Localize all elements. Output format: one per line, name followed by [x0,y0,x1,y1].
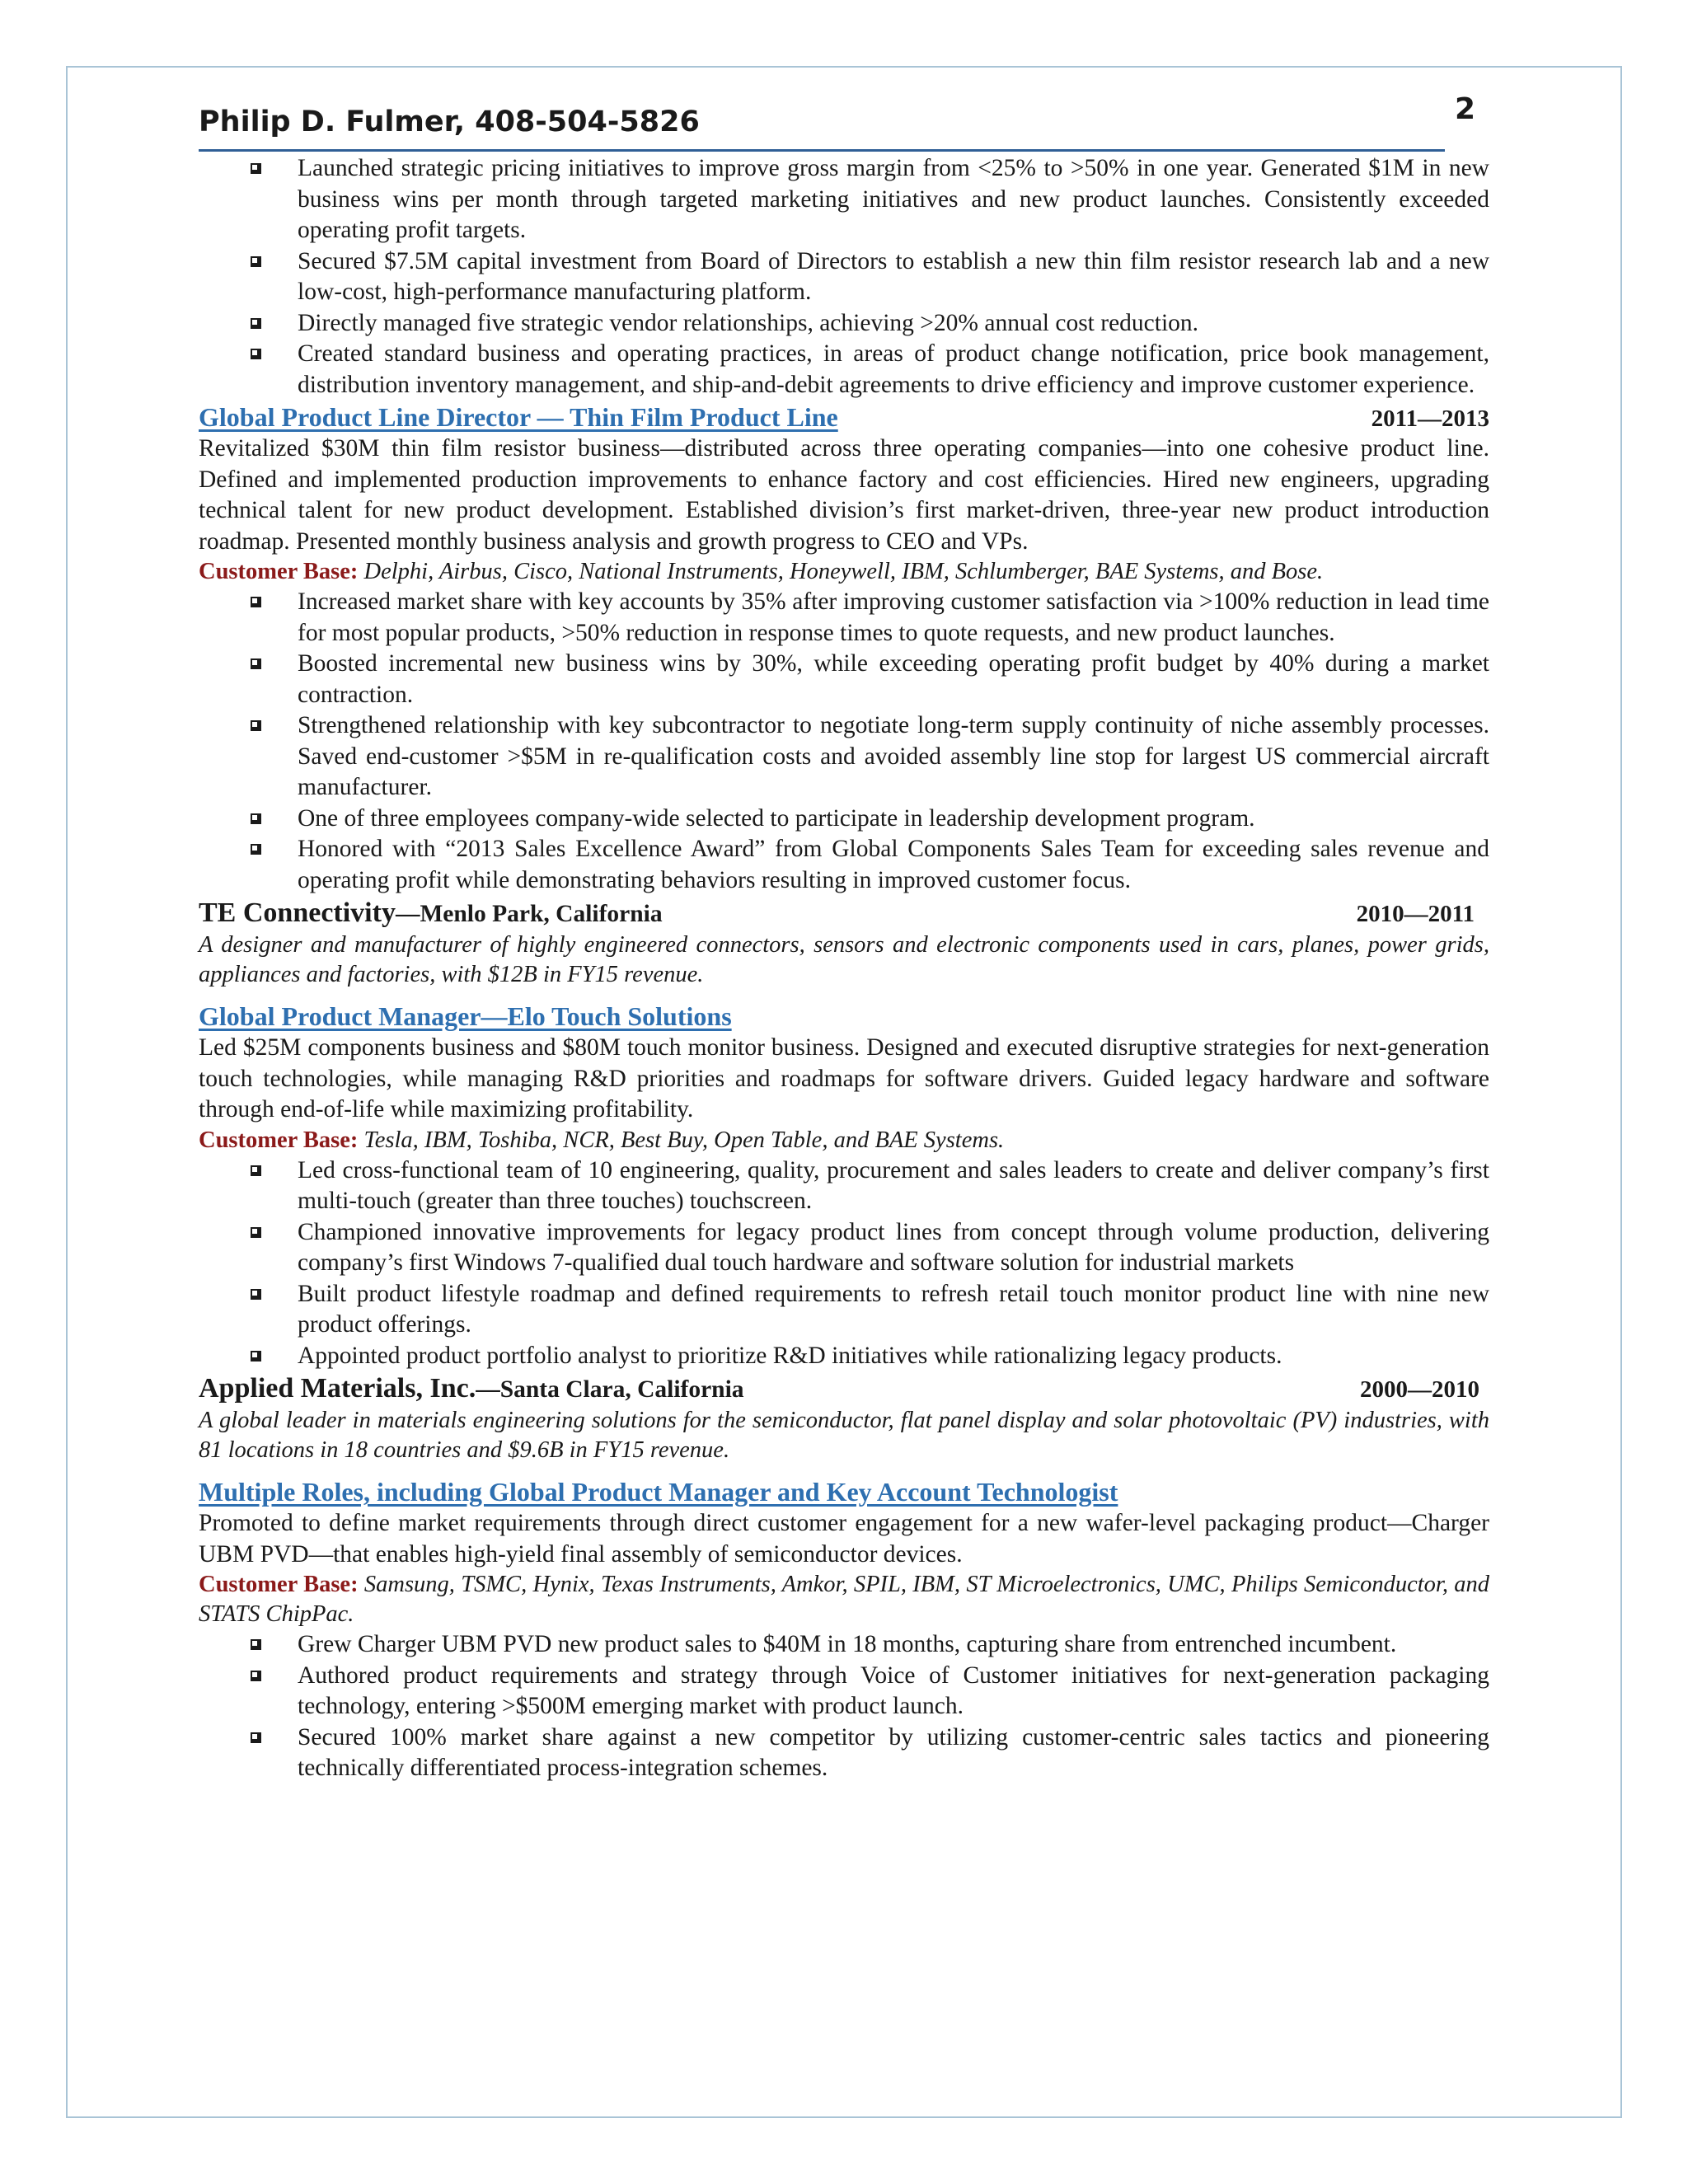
square-bullet-icon [251,1639,261,1650]
role-title: Multiple Roles, including Global Product Manager and Key Account Technologist [199,1477,1118,1507]
bullet-text: Boosted incremental new business wins by 30%, while exceeding operating profit budget by 40% during a market contraction. [298,650,1489,708]
list-item [199,1217,1489,1279]
company-location: —Santa Clara, California [476,1376,744,1403]
square-bullet-icon [251,1351,261,1361]
company-description: A global leader in materials engineering solutions for the semiconductor, flat panel display and solar photovoltaic (PV) industries, with 81 locations in 18 countries and $9.6B in FY15 revenue. [199,1408,1489,1463]
bullet-text: One of three employees company-wide selected to participate in leadership development program. [298,804,1255,832]
role-summary: Led $25M components business and $80M touch monitor business. Designed and executed disruptive strategies for next-generation touch technologies, while managing R&D priorities and roadmaps for software drivers. Guided legacy hardware and software through end-of-life while maximizing profitability. [199,1034,1489,1122]
bullet-text: Increased market share with key accounts by 35% after improving customer satisfaction via >100% reduction in lead time for most popular products, >50% reduction in response times to quote requests, and new product launches. [298,588,1489,646]
list-item [199,1155,1489,1217]
list-item [199,587,1489,649]
square-bullet-icon [251,256,261,267]
bullet-text: Grew Charger UBM PVD new product sales to $40M in 18 months, capturing share from entrenched incumbent. [298,1631,1397,1657]
bullet-text: Launched strategic pricing initiatives to improve gross margin from <25% to >50% in one year. Generated $1M in new business wins per month through targeted marketing initiatives and new product launches. Consistently exceeded operating profit targets. [298,155,1489,243]
role-title: Global Product Manager—Elo Touch Solutions [199,1001,732,1031]
square-bullet-icon [251,318,261,329]
role-dates: 2011—2013 [1371,405,1489,432]
role-header-thin-film [199,401,1489,434]
list-item [199,804,1489,835]
list-item [199,339,1489,401]
customer-base [199,1126,1489,1155]
list-item [199,1279,1489,1341]
company-header-te [199,896,1489,930]
square-bullet-icon [251,813,261,824]
bullet-text: Appointed product portfolio analyst to prioritize R&D initiatives while rationalizing legacy products. [298,1342,1282,1369]
square-bullet-icon [251,844,261,855]
bullet-text: Secured $7.5M capital investment from Board of Directors to establish a new thin film resistor research lab and a new low-cost, high-performance manufacturing platform. [298,247,1489,305]
company-heading [199,896,663,930]
bullet-text: Strengthened relationship with key subcontractor to negotiate long-term supply continuity of niche assembly processes. Saved end-customer >$5M in re-qualification costs and avoided assembly line stop for largest US commercial aircraft manufacturer. [298,712,1489,800]
customer-base-list: Tesla, IBM, Toshiba, NCR, Best Buy, Open Table, and BAE Systems. [363,1127,1005,1153]
company-name: Applied Materials, Inc. [199,1373,476,1404]
bullet-text: Secured 100% market share against a new competitor by utilizing customer-centric sales tactics and pioneering technically differentiated process-integration schemes. [298,1723,1489,1781]
company-heading [199,1371,744,1406]
list-item [199,153,1489,246]
square-bullet-icon [251,597,261,607]
square-bullet-icon [251,1165,261,1176]
role-title: Global Product Line Director — Thin Film Product Line [199,402,838,432]
list-item [199,1341,1489,1372]
list-item [199,1661,1489,1722]
bullet-text: Honored with “2013 Sales Excellence Award” from Global Components Sales Team for exceeding sales revenue and operating profit while demonstrating behaviors resulting in improved customer focus. [298,836,1489,893]
customer-base-list: Delphi, Airbus, Cisco, National Instruments, Honeywell, IBM, Schlumberger, BAE Systems, and Bose. [363,559,1324,584]
bullet-text: Directly managed five strategic vendor relationships, achieving >20% annual cost reduction. [298,309,1199,336]
customer-base-label: Customer Base: [199,559,359,584]
square-bullet-icon [251,1289,261,1300]
customer-base-list: Samsung, TSMC, Hynix, Texas Instruments, Amkor, SPIL, IBM, ST Microelectronics, UMC, Philips Semiconductor, and STATS ChipPac. [199,1572,1489,1627]
square-bullet-icon [251,658,261,669]
square-bullet-icon [251,1732,261,1743]
company-header-amat [199,1371,1489,1406]
square-bullet-icon [251,1227,261,1238]
list-item [199,710,1489,804]
list-item [199,246,1489,308]
square-bullet-icon [251,349,261,359]
bullet-text: Built product lifestyle roadmap and defined requirements to refresh retail touch monitor product line with nine new product offerings. [298,1280,1489,1338]
role-header-amat [199,1475,1489,1508]
role-summary: Promoted to define market requirements through direct customer engagement for a new wafer-level packaging product—Charger UBM PVD—that enables high-yield final assembly of semiconductor devices. [199,1510,1489,1568]
bullet-text: Created standard business and operating practices, in areas of product change notification, price book management, distribution inventory management, and ship-and-debit agreements to drive efficiency and improve customer experience. [298,340,1489,398]
role-header-elo [199,1000,1489,1033]
page-number: 2 [1455,92,1476,126]
list-item [199,649,1489,710]
thin-film-bullet-list [199,587,1489,896]
list-item [199,834,1489,896]
company-name: TE Connectivity [199,898,396,928]
resume-content [199,153,1489,1784]
elo-bullet-list [199,1155,1489,1372]
amat-bullet-list [199,1629,1489,1784]
intro-bullet-list [199,153,1489,401]
customer-base-label: Customer Base: [199,1572,359,1597]
customer-base-label: Customer Base: [199,1127,359,1153]
list-item [199,1629,1489,1661]
bullet-text: Championed innovative improvements for legacy product lines from concept through volume production, delivering company’s first Windows 7-qualified dual touch hardware and software solution for industrial markets [298,1218,1489,1276]
header-name: Philip D. Fulmer, 408-504-5826 [199,105,700,138]
company-dates: 2000—2010 [1360,1376,1479,1403]
square-bullet-icon [251,720,261,731]
header-rule [199,149,1445,152]
bullet-text: Led cross-functional team of 10 engineering, quality, procurement and sales leaders to create and deliver company’s first multi-touch (greater than three touches) touchscreen. [298,1156,1489,1214]
list-item [199,308,1489,340]
role-summary: Revitalized $30M thin film resistor business—distributed across three operating companies—into one cohesive product line. Defined and implemented production improvements to enhance factory and cost efficiencies. Hired new engineers, upgrading technical talent for new product development. Established division’s first market-driven, three-year new product introduction roadmap. Presented monthly business analysis and growth progress to CEO and VPs. [199,435,1489,555]
list-item [199,1722,1489,1784]
square-bullet-icon [251,163,261,174]
customer-base [199,1570,1489,1629]
company-dates: 2010—2011 [1356,901,1475,927]
company-location: —Menlo Park, California [395,901,663,927]
customer-base [199,557,1489,587]
square-bullet-icon [251,1671,261,1681]
bullet-text: Authored product requirements and strategy through Voice of Customer initiatives for next-generation packaging technology, entering >$500M emerging market with product launch. [298,1661,1489,1719]
company-description: A designer and manufacturer of highly engineered connectors, sensors and electronic components used in cars, planes, power grids, appliances and factories, with $12B in FY15 revenue. [199,932,1489,987]
